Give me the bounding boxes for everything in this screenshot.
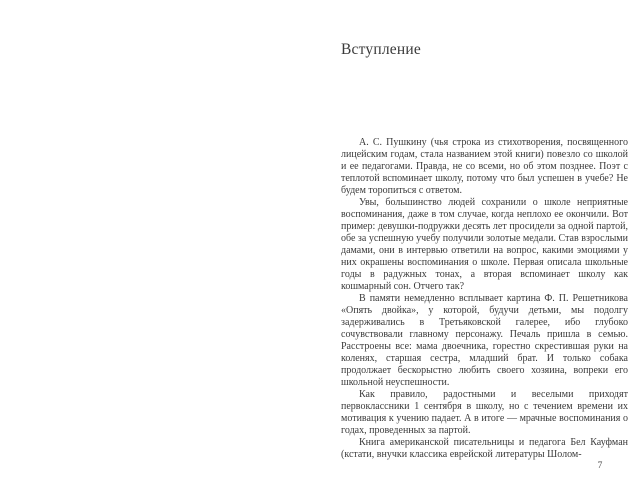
page-number: 7	[597, 461, 603, 471]
paragraph: Увы, большинство людей сохранили о школе неприятные воспоминания, даже в том случае, когда неплохо ее окончили. Вот пример: девушки-подружки десять лет просидели за одной партой, обе за успешную учебу получили золотые медали. Став взрослыми дамами, они в интервью ответили на вопрос, какими эмоциями у них окрашены воспоминания о школе. Первая описала школьные годы в радужных тонах, а вторая вспоминает школу как кошмарный сон. Отчего так?	[341, 197, 628, 292]
paragraph: В памяти немедленно всплывает картина Ф. П. Решетникова «Опять двойка», у которой, будучи детьми, мы подолгу задерживались в Третьяковской галерее, ибо глубоко сочувствовали главному персонажу. Печаль пришла в семью. Расстроены все: мама двоечника, горестно скрестившая руки на коленях, старшая сестра, младший брат. И только собака продолжает бескорыстно любить своего хозяина, вопреки его школьной неуспешности.	[341, 293, 628, 388]
paragraph: Книга американской писательницы и педагога Бел Кауфман (кстати, внучки классика еврейской литературы Шолом-	[341, 437, 628, 460]
paragraph: А. С. Пушкину (чья строка из стихотворения, посвященного лицейским годам, стала названием этой книги) повезло со школой и ее педагогами. Правда, не со всеми, но об этом позднее. Поэт с теплотой вспоминает школу, потому что был успешен в учебе? Не будем торопиться с ответом.	[341, 137, 628, 196]
paragraph: Как правило, радостными и веселыми приходят первоклассники 1 сентября в школу, но с течением времени их мотивация к учению падает. А в итоге — мрачные воспоминания о годах, проведенных за партой.	[341, 389, 628, 436]
chapter-title: Вступление	[341, 41, 421, 58]
body-text	[341, 137, 628, 461]
